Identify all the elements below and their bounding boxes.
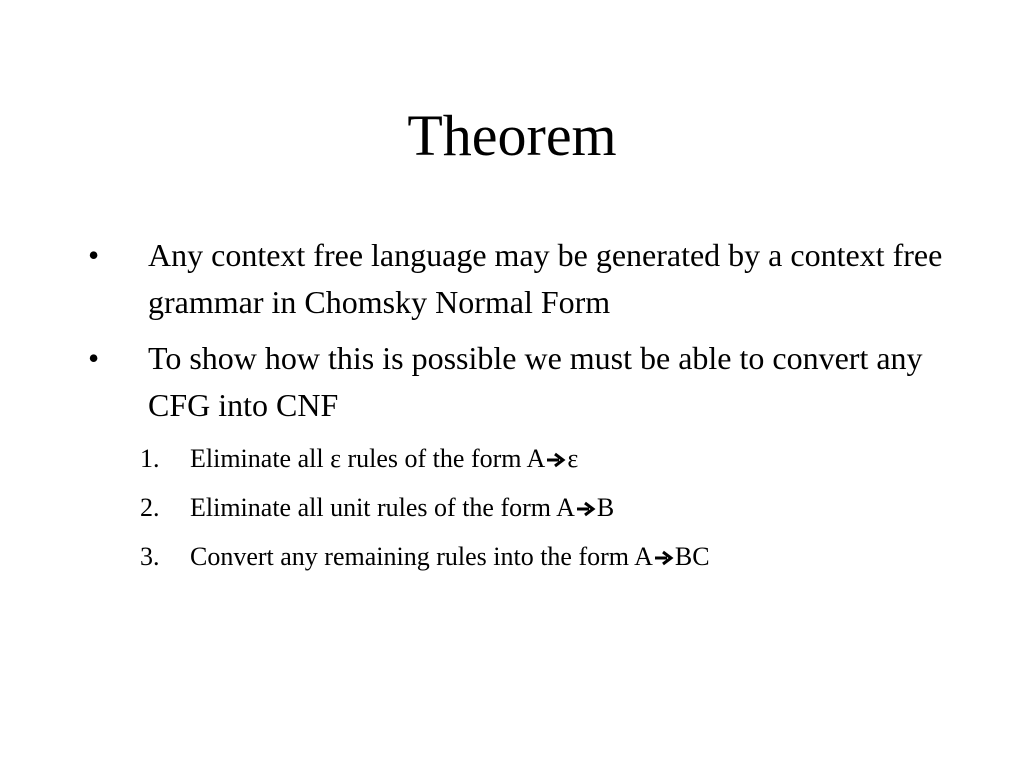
bullet-marker: •	[88, 340, 100, 376]
bullet-text: Any context free language may be generated by a context free grammar in Chomsky Normal Form	[148, 237, 943, 320]
right-arrow-icon	[546, 451, 566, 469]
step-text-container	[190, 540, 980, 574]
step-text-container	[190, 491, 980, 525]
rule-right-side: B	[596, 493, 615, 522]
numbered-step	[140, 442, 980, 476]
bullet-item	[88, 335, 968, 429]
rule-right-side: BC	[674, 542, 710, 571]
step-text: Convert any remaining rules into the form A	[190, 542, 653, 571]
slide-title: Theorem	[407, 103, 617, 168]
step-text: Eliminate all unit rules of the form A	[190, 493, 575, 522]
right-arrow-icon	[654, 549, 674, 567]
step-text: Eliminate all ε rules of the form A	[190, 444, 546, 473]
step-text-container	[190, 442, 980, 476]
numbered-step	[140, 491, 980, 525]
step-number: 1.	[140, 444, 160, 473]
bullet-marker: •	[88, 237, 100, 273]
step-number: 2.	[140, 493, 160, 522]
numbered-step	[140, 540, 980, 574]
rule-right-side: ε	[567, 444, 579, 473]
step-number: 3.	[140, 542, 160, 571]
bullet-item	[88, 232, 968, 326]
bullet-text: To show how this is possible we must be able to convert any CFG into CNF	[148, 340, 923, 423]
right-arrow-icon	[576, 500, 596, 518]
